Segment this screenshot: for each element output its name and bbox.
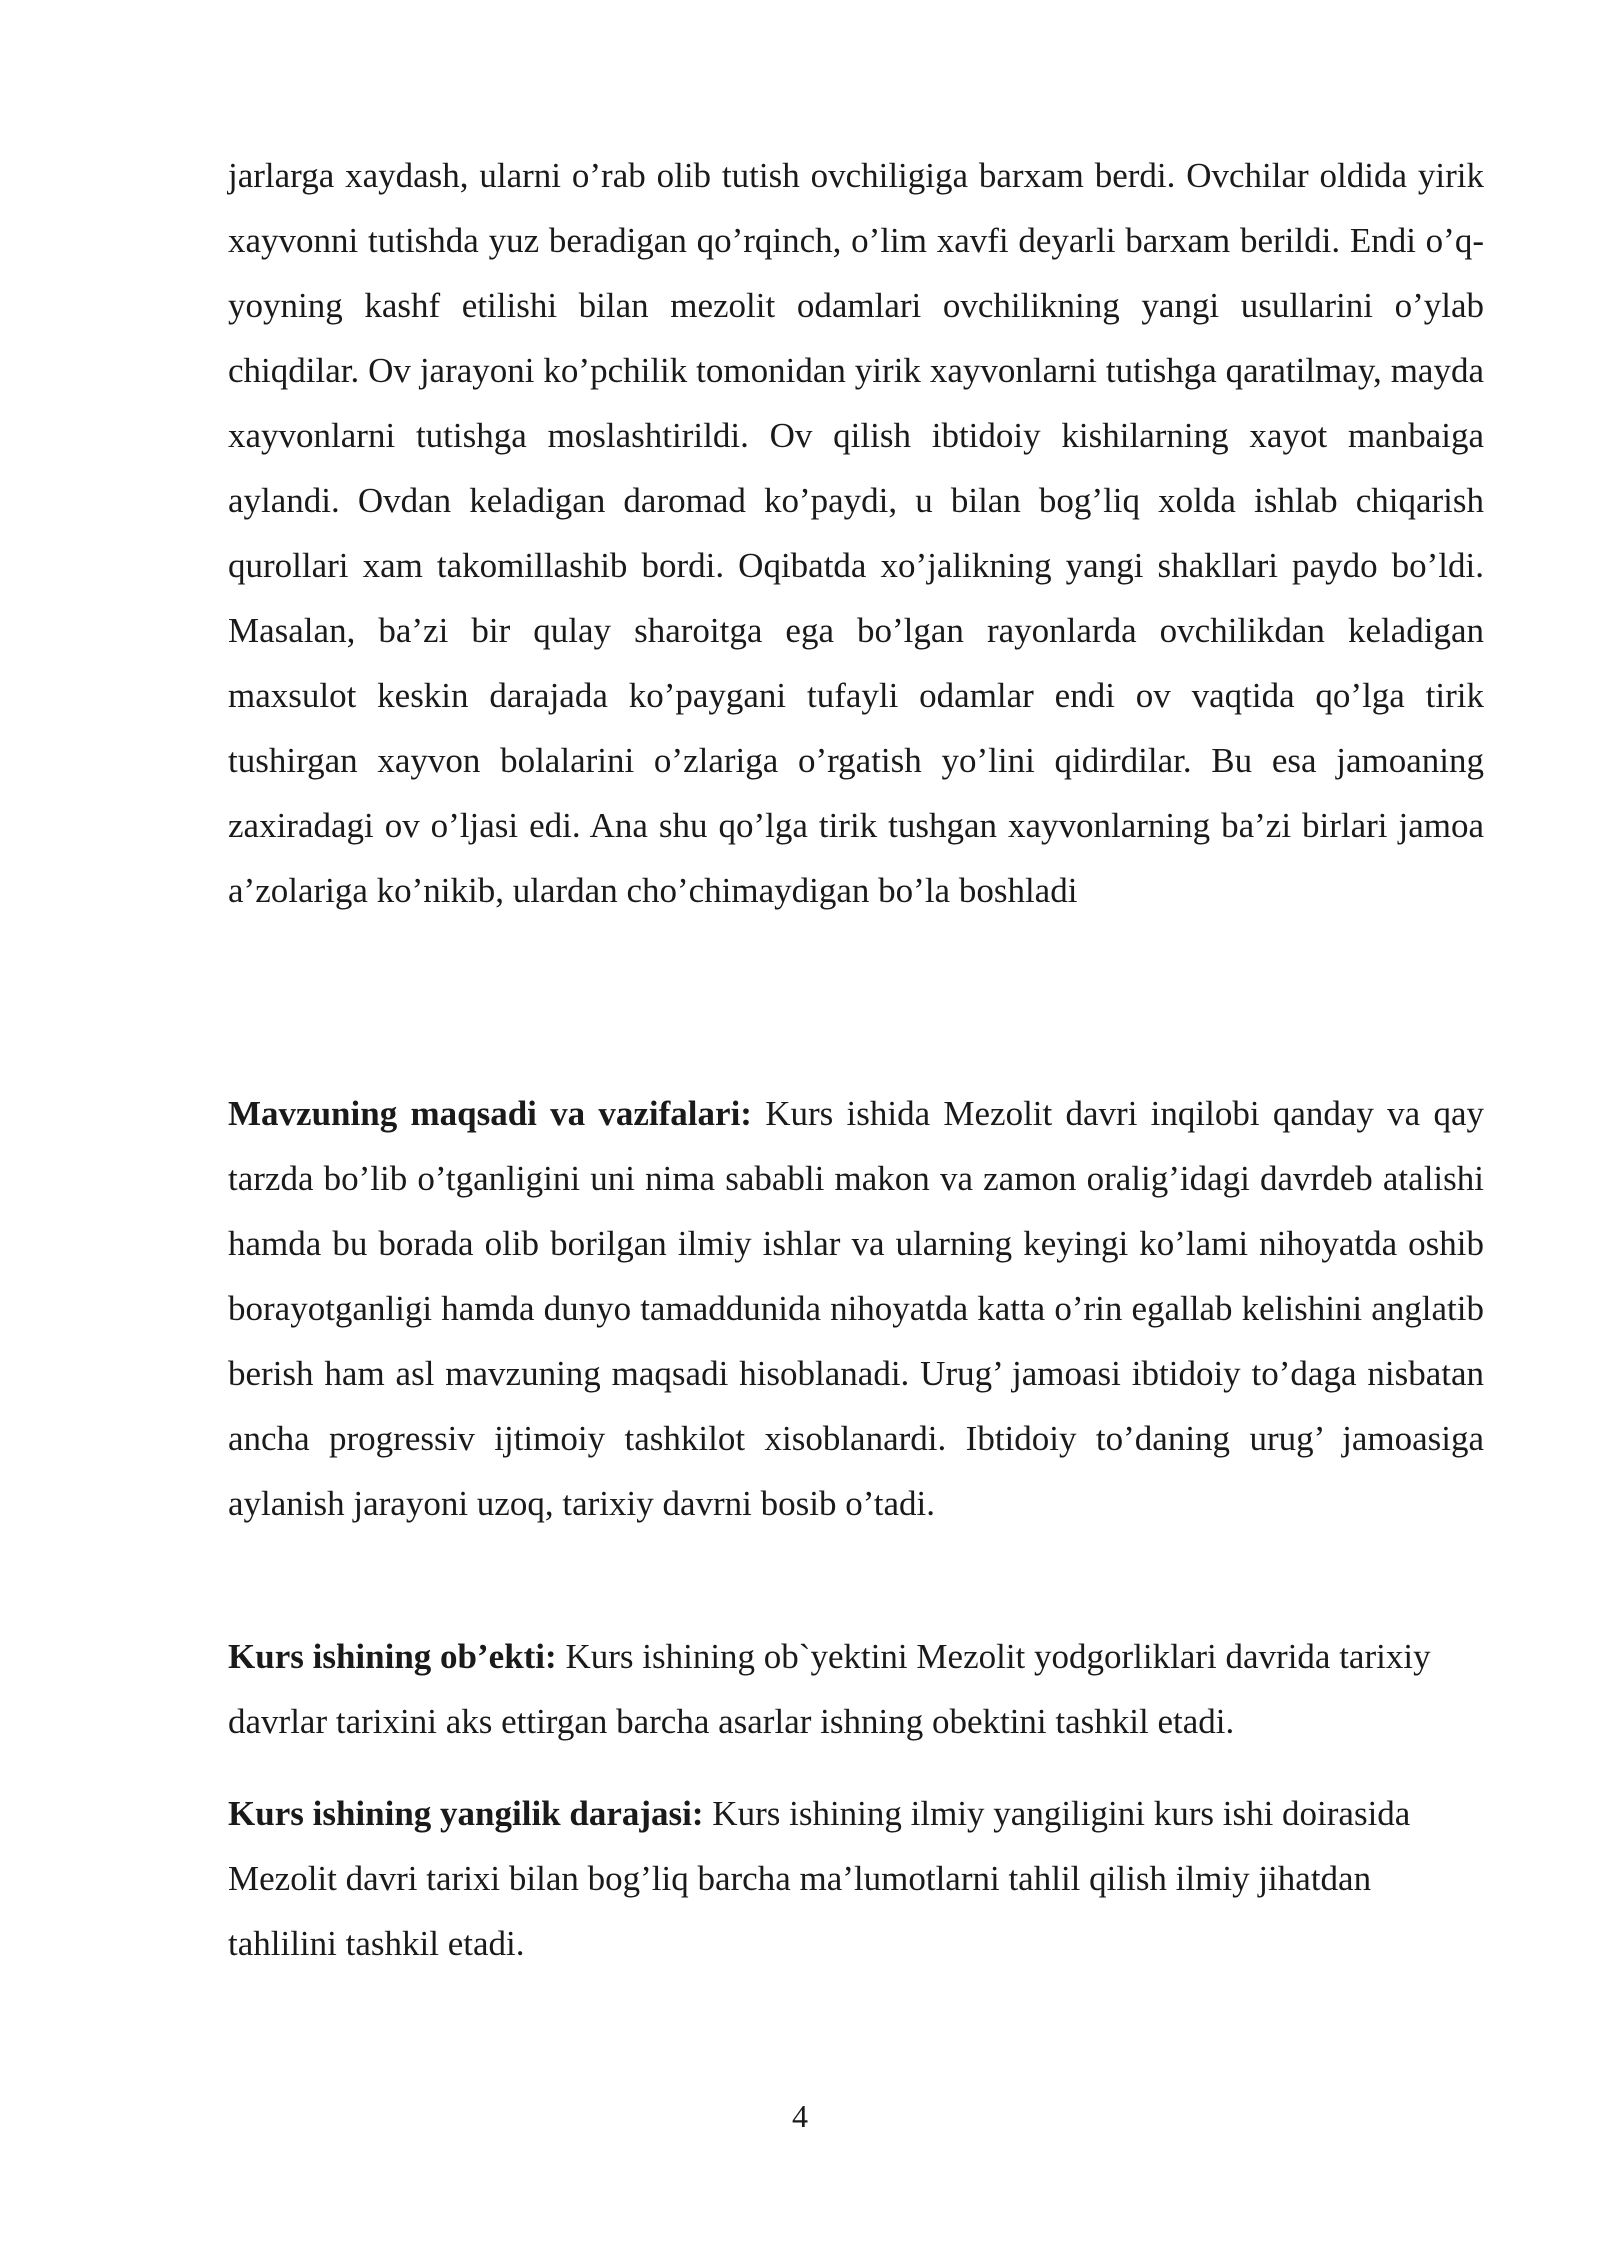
novelty-paragraph: [228, 1781, 1484, 1976]
goals-heading: Mavzuning maqsadi va vazifalari:: [228, 1094, 752, 1133]
object-heading: Kurs ishining ob’ekti:: [228, 1637, 557, 1676]
goals-paragraph: [228, 1081, 1484, 1536]
goals-text: Kurs ishida Mezolit davri inqilobi qanday va qay tarzda bo’lib o’tganligini uni nima sababli makon va zamon oralig’idagi davrdeb atalishi hamda bu borada olib borilgan ilmiy ishlar va ularning keyingi ko’lami nihoyatda oshib borayotganligi hamda dunyo tamaddunida nihoyatda katta o’rin egallab kelishini anglatib berish ham asl mavzuning maqsadi hisoblanadi. Urug’ jamoasi ibtidoiy to’daga nisbatan ancha progressiv ijtimoiy tashkilot xisoblanardi. Ibtidoiy to’daning urug’ jamoasiga aylanish jarayoni uzoq, tarixiy davrni bosib o’tadi.: [228, 1094, 1484, 1523]
object-text: Kurs ishining ob`yektini Mezolit yodgorliklari davrida tarixiy davrlar tarixini aks ettirgan barcha asarlar ishning obektini tashkil etadi.: [228, 1637, 1431, 1741]
object-paragraph: [228, 1624, 1484, 1754]
page-number: 4: [792, 2098, 808, 2134]
novelty-text: Kurs ishining ilmiy yangiligini kurs ishi doirasida Mezolit davri tarixi bilan bog’liq barcha ma’lumotlarni tahlil qilish ilmiy jihatdan tahlilini tashkil etadi.: [228, 1794, 1411, 1963]
intro-paragraph: jarlarga xaydash, ularni o’rab olib tutish ovchiligiga barxam berdi. Ovchilar oldida yirik xayvonni tutishda yuz beradigan qo’rqinch, o’lim xavfi deyarli barxam berildi. Endi o’q-yoyning kashf etilishi bilan mezolit odamlari ovchilikning yangi usullarini o’ylab chiqdilar. Ov jarayoni ko’pchilik tomonidan yirik xayvonlarni tutishga qaratilmay, mayda xayvonlarni tutishga moslashtirildi. Ov qilish ibtidoiy kishilarning xayot manbaiga aylandi. Ovdan keladigan daromad ko’paydi, u bilan bog’liq xolda ishlab chiqarish qurollari xam takomillashib bordi. Oqibatda xo’jalikning yangi shakllari paydo bo’ldi. Masalan, ba’zi bir qulay sharoitga ega bo’lgan rayonlarda ovchilikdan keladigan maxsulot keskin darajada ko’paygani tufayli odamlar endi ov vaqtida qo’lga tirik tushirgan xayvon bolalarini o’zlariga o’rgatish yo’lini qidirdilar. Bu esa jamoaning zaxiradagi ov o’ljasi edi. Ana shu qo’lga tirik tushgan xayvonlarning ba’zi birlari jamoa a’zolariga ko’nikib, ulardan cho’chimaydigan bo’la boshladi: [228, 156, 1484, 910]
novelty-heading: Kurs ishining yangilik darajasi:: [228, 1794, 704, 1833]
